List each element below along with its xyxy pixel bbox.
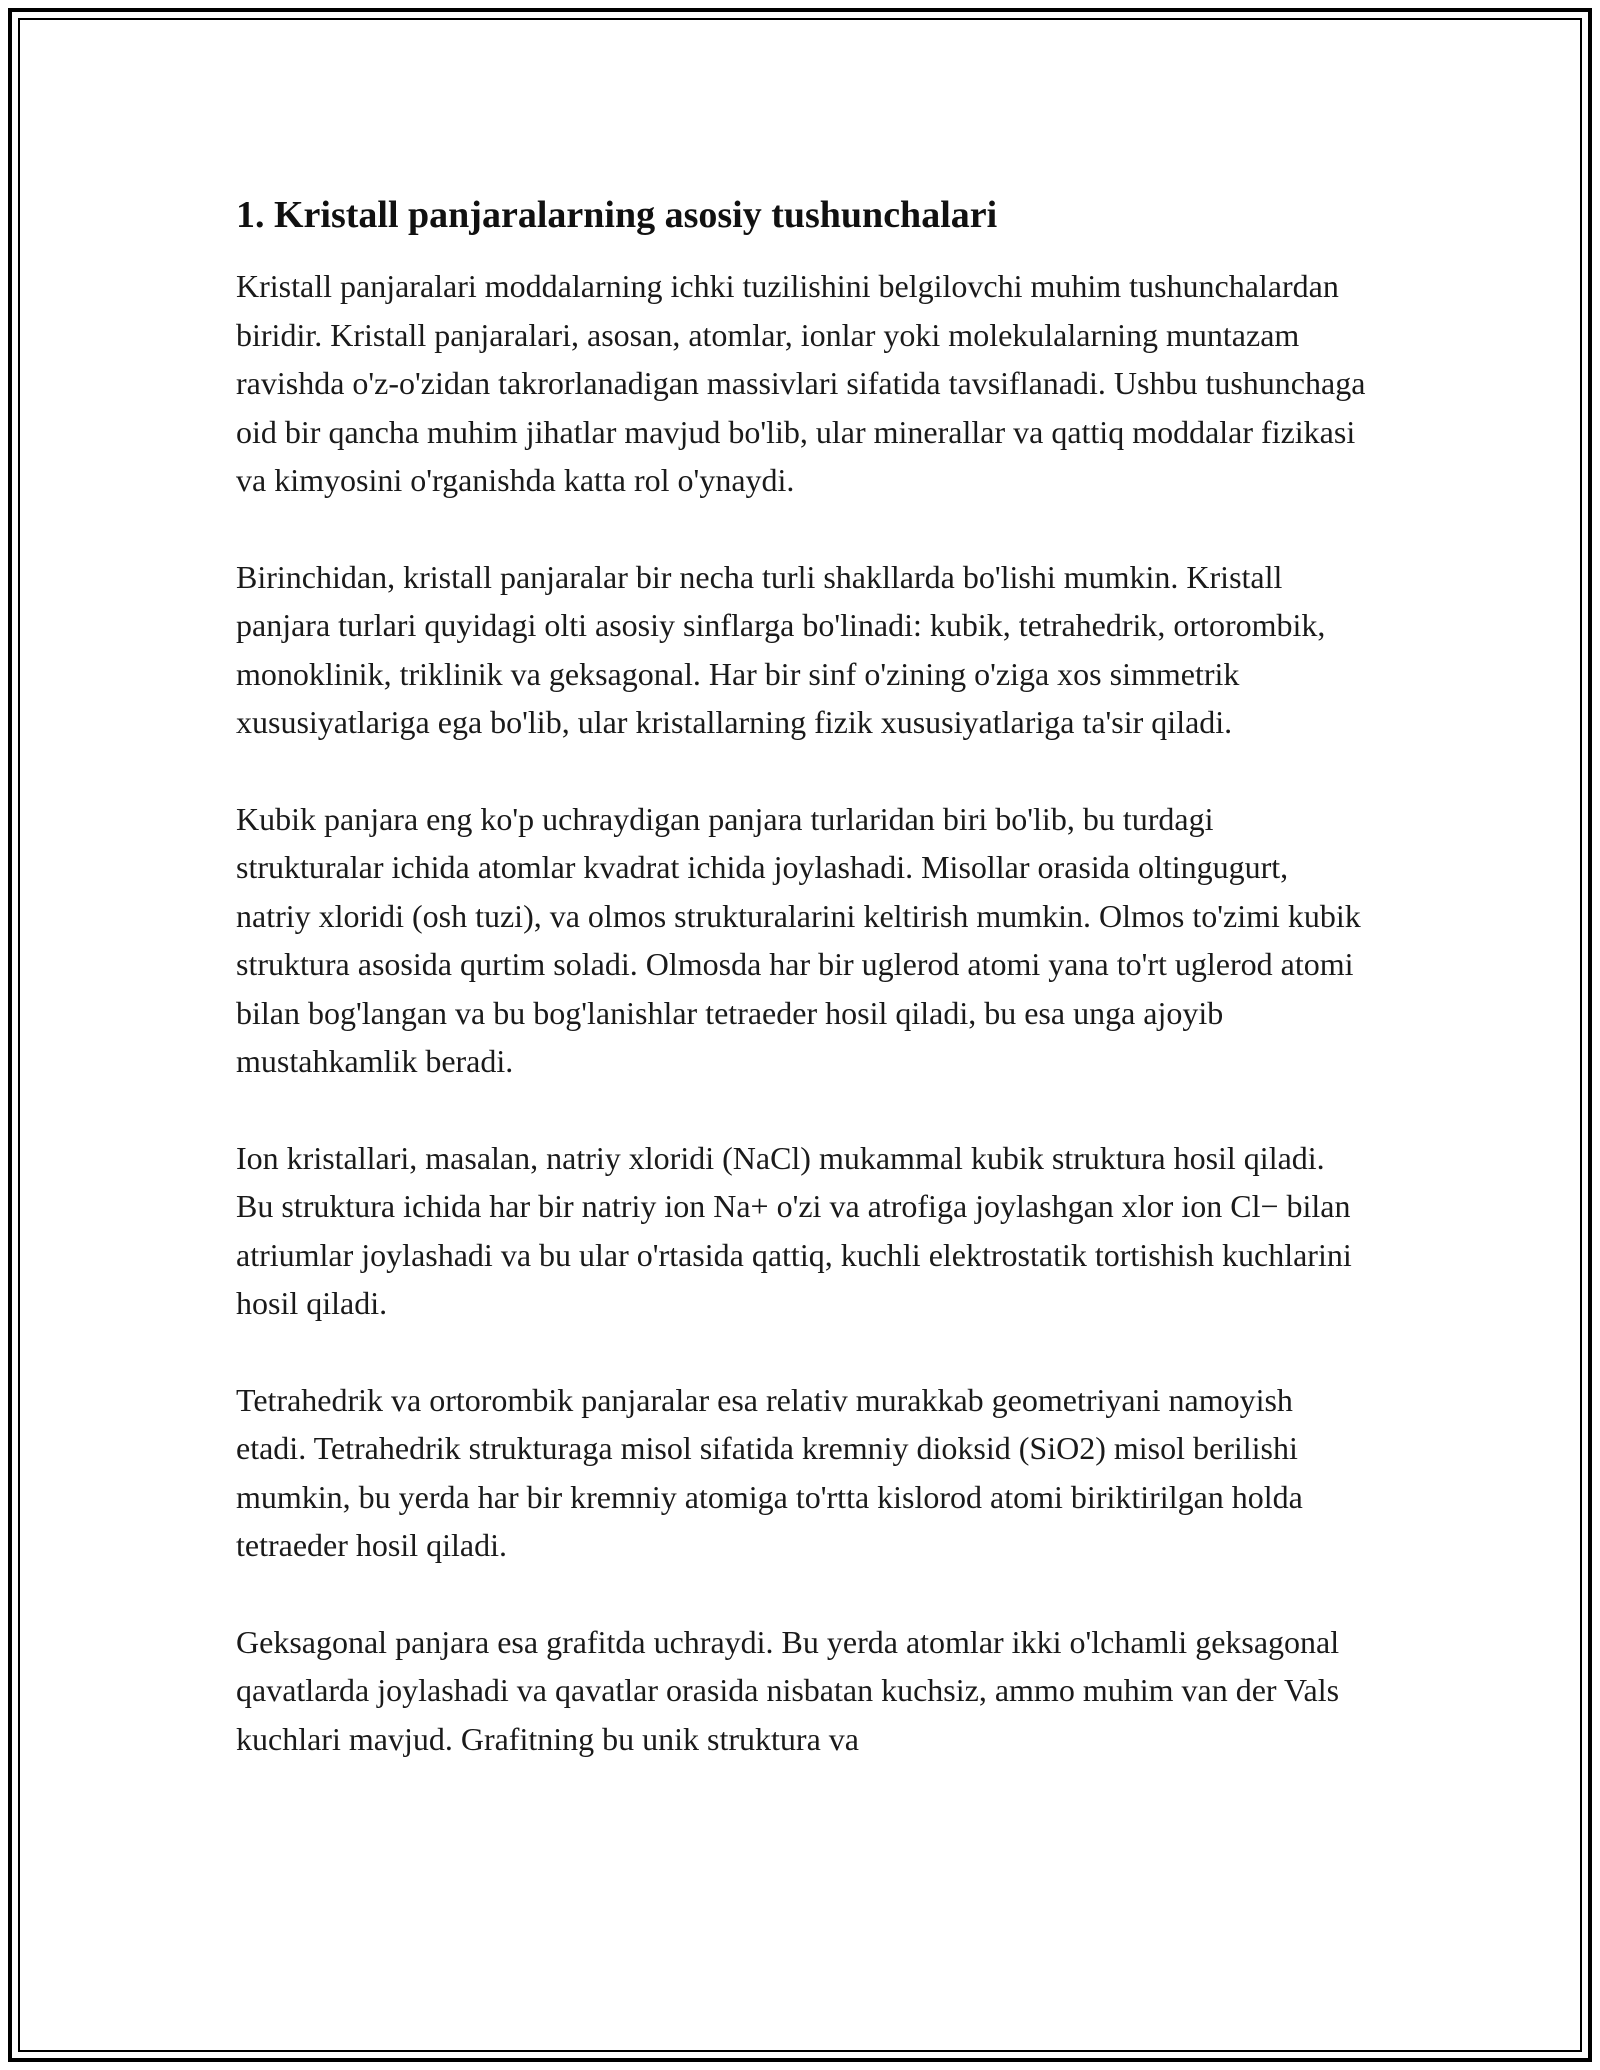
paragraph-cubic-lattice: Kubik panjara eng ko'p uchraydigan panjara turlaridan biri bo'lib, bu turdagi strukturalar ichida atomlar kvadrat ichida joylashadi. Misollar orasida oltingugurt, natriy xloridi (osh tuzi), va olmos strukturalarini keltirish mumkin. Olmos to'zimi kubik struktura asosida qurtim soladi. Olmosda har bir uglerod atomi yana to'rt uglerod atomi bilan bog'langan va bu bog'lanishlar tetraeder hosil qiladi, bu esa unga ajoyib mustahkamlik beradi. (236, 800, 1361, 1079)
paragraph-intro: Kristall panjaralari moddalarning ichki tuzilishini belgilovchi muhim tushunchalardan biridir. Kristall panjaralari, asosan, atomlar, ionlar yoki molekulalarning muntazam ravishda o'z-o'zidan takrorlanadigan massivlari sifatida tavsiflanadi. Ushbu tushunchaga oid bir qancha muhim jihatlar mavjud bo'lib, ular minerallar va qattiq moddalar fizikasi va kimyosini o'rganishda katta rol o'ynaydi. (236, 268, 1366, 498)
paragraph-tetrahedral-orthorhombic: Tetrahedrik va ortorombik panjaralar esa relativ murakkab geometriyani namoyish etadi. Tetrahedrik strukturaga misol sifatida kremniy dioksid (SiO2) misol berilishi mumkin, bu yerda har bir kremniy atomiga to'rtta kislorod atomi biriktirilgan holda tetraeder hosil qiladi. (236, 1381, 1303, 1563)
paragraph-ionic-crystals: Ion kristallari, masalan, natriy xloridi (NaCl) mukammal kubik struktura hosil qiladi. Bu struktura ichida har bir natriy ion Na+ o'zi va atrofiga joylashgan xlor ion Cl− bilan atriumlar joylashadi va bu ular o'rtasida qattiq, kuchli elektrostatik tortishish kuchlarini hosil qiladi. (236, 1139, 1352, 1321)
paragraph-hexagonal-lattice: Geksagonal panjara esa grafitda uchraydi. Bu yerda atomlar ikki o'lchamli geksagonal qavatlarda joylashadi va qavatlar orasida nisbatan kuchsiz, ammo muhim van der Vals kuchlari mavjud. Grafitning bu unik struktura va (236, 1623, 1340, 1757)
paragraph-lattice-types: Birinchidan, kristall panjaralar bir necha turli shakllarda bo'lishi mumkin. Kristall panjara turlari quyidagi olti asosiy sinflarga bo'linadi: kubik, tetrahedrik, ortorombik, monoklinik, triklinik va geksagonal. Har bir sinf o'zining o'ziga xos simmetrik xususiyatlariga ega bo'lib, ular kristallarning fizik xususiyatlariga ta'sir qiladi. (236, 558, 1326, 740)
document-body (236, 190, 1366, 1811)
section-heading: 1. Kristall panjaralarning asosiy tushunchalari (236, 194, 998, 236)
